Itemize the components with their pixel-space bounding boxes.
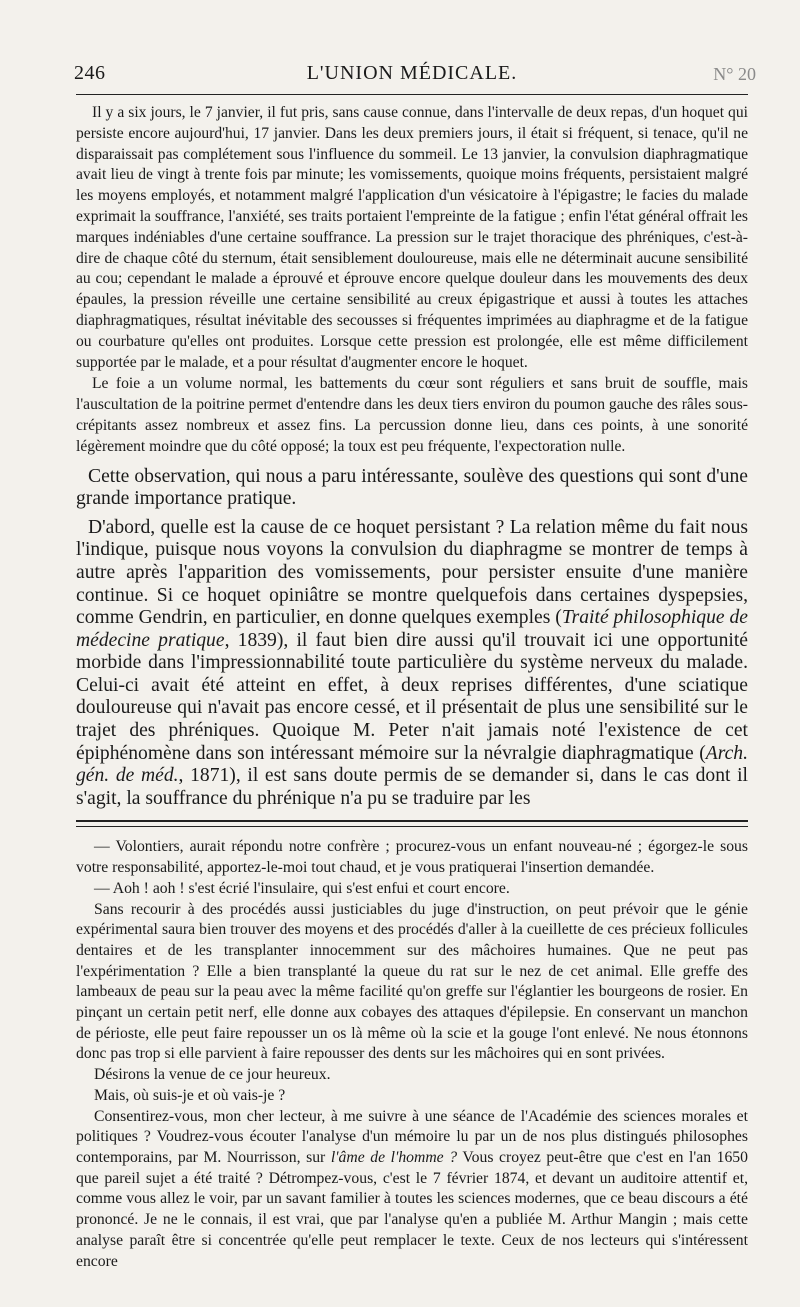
issue-mark: N° 20 [713, 64, 756, 84]
feuilleton-divider [76, 820, 748, 827]
commentary-text: , 1839), il faut bien dire aussi qu'il trouvait ici une opportunité morbide dans l'impressionnabilité toute particulière du système nerveux du malade. Celui-ci avait été atteint en effet, à deux reprises différentes, d'une sciatique douloureuse qui n'avait pas encore cessé, et il présentait de plus une sensibilité sur le trajet des phréniques. Quoique M. Peter n'ait jamais noté l'existence de cet épiphénomène dans son intéressant mémoire sur la névralgie diaphragmatique ( [76, 629, 748, 764]
feuilleton-text: Consentirez-vous, mon cher lecteur, à me suivre à une séance de l'Académie des sciences morales et politiques ? Voudrez-vous écouter l'analyse d'un mémoire lu par un de nos plus distingués philosophes contemporains, par M. Nourrisson, sur [76, 1107, 748, 1166]
feuilleton-paragraph: — Aoh ! aoh ! s'est écrié l'insulaire, qui s'est enfui et court encore. [94, 879, 510, 897]
commentary-text: D'abord, quelle est la cause de ce hoquet persistant ? La relation même du fait nous l'indique, puisque nous voyons la convulsion du diaphragme se montrer de temps à autre après l'apparition des vomissements, pour persister ensuite d'une manière continue. Si ce hoquet opiniâtre se montre quelquefois dans certaines dyspepsies, comme Gendrin, en particulier, en donne quelques exemples ( [76, 516, 748, 629]
feuilleton-paragraph: Sans recourir à des procédés aussi justiciables du juge d'instruction, on peut prévoir que le génie expérimental saura bien trouver des moyens et des procédés d'aller à la cueillette de ces précieux follicules dentaires et de les transplanter innocemment sur des mâchoires humaines. Que ne peut pas l'expérimentation ? Elle a bien transplanté la queue du rat sur le nez de cet animal. Elle greffe des lambeaux de peau sur la peau avec la même facilité qu'on greffe sur l'églantier les bourgeons de rosier. En pinçant un certain petit nerf, elle donne aux cobayes des attaques d'épilepsie. En conservant un manchon de périoste, elle peut faire repousser un os là même où la scie et la gouge l'ont enlevé. Ne nous étonnons donc pas trop si elle parvient à faire repousser des dents sur les mâchoires qui en sont privées. [76, 900, 748, 1063]
feuilleton-paragraph: Mais, où suis-je et où vais-je ? [94, 1086, 286, 1104]
feuilleton-paragraph [76, 1107, 748, 1273]
citation-title: Traité philosophique de médecine pratique [76, 607, 748, 651]
page-number: 246 [74, 62, 106, 84]
journal-title: L'UNION MÉDICALE. [306, 62, 518, 84]
commentary-paragraph [76, 517, 748, 811]
citation-title: Arch. gén. de méd. [76, 742, 748, 787]
case-report-paragraph: Il y a six jours, le 7 janvier, il fut pris, sans cause connue, dans l'intervalle de deux repas, d'un hoquet qui persiste encore aujourd'hui, 17 janvier. Dans les deux premiers jours, il était si fréquent, si tenace, qu'il ne disparaissait pas complétement sous l'influence du sommeil. Le 13 janvier, la convulsion diaphragmatique avait lieu de vingt à trente fois par minute; les vomissements, quoique moins fréquents, persistaient malgré les moyens employés, et notamment malgré l'application d'un vésicatoire à l'épigastre; le facies du malade exprimait la souffrance, l'anxiété, ses traits portaient l'empreinte de la fatigue ; enfin l'état général offrait les marques indéniables d'une certaine souffrance. La pression sur le trajet thoracique des phréniques, c'est-à-dire de chaque côté du sternum, était sensiblement douloureuse, mais elle ne déterminait aucune sensibilité au cou; cependant le malade a éprouvé et éprouve encore quelque douleur dans les mouvements des deux épaules, la pression réveille une certaine sensibilité au creux épigastrique et aussi à toutes les attaches diaphragmatiques, résultat inévitable des secousses si fréquentes imprimées au diaphragme et de la fatigue ou courbature qu'elles ont produites. Lorsque cette pression est prolongée, elle est même difficilement supportée par le malade, et a pour résultat d'augmenter encore le hoquet. [76, 104, 748, 371]
feuilleton-text: Vous croyez peut-être que c'est en l'an 1650 que pareil sujet a été traité ? Détrompez-vous, c'est le 7 février 1874, et devant un auditoire attentif et, comme vous allez le voir, par un savant familier à toutes les sciences modernes, que ce beau discours a été prononcé. Je ne le connais, il est vrai, que par l'analyse qu'en a publiée M. Arthur Mangin ; mais cette analyse paraît être si concentrée qu'elle peut remplacer le texte. Ceux de nos lecteurs qui s'intéressent encore [76, 1149, 748, 1270]
feuilleton [76, 837, 748, 1272]
feuilleton-paragraph: Désirons la venue de ce jour heureux. [94, 1066, 331, 1084]
commentary [76, 466, 748, 811]
commentary-paragraph: Cette observation, qui nous a paru intéressante, soulève des questions qui sont d'une grande importance pratique. [76, 465, 748, 510]
feuilleton-paragraph: — Volontiers, aurait répondu notre confrère ; procurez-vous un enfant nouveau-né ; égorgez-le sous votre responsabilité, apportez-le-moi tout chaud, et je vous pratiquerai l'insertion demandée. [76, 838, 748, 877]
essay-title: l'âme de l'homme ? [330, 1149, 458, 1166]
running-head [74, 58, 756, 95]
commentary-text: , 1871), il est sans doute permis de se demander si, dans le cas dont il s'agit, la souffrance du phrénique n'a pu se traduire par les [76, 765, 748, 809]
case-report [76, 103, 748, 458]
case-report-paragraph: Le foie a un volume normal, les battements du cœur sont réguliers et sans bruit de souffle, mais l'auscultation de la poitrine permet d'entendre dans les deux tiers environ du poumon gauche des râles sous-crépitants assez nombreux et assez fins. La percussion donne lieu, dans ces points, à une sonorité légèrement moindre que du côté opposé; la toux est peu fréquente, l'expectoration nulle. [76, 375, 748, 455]
